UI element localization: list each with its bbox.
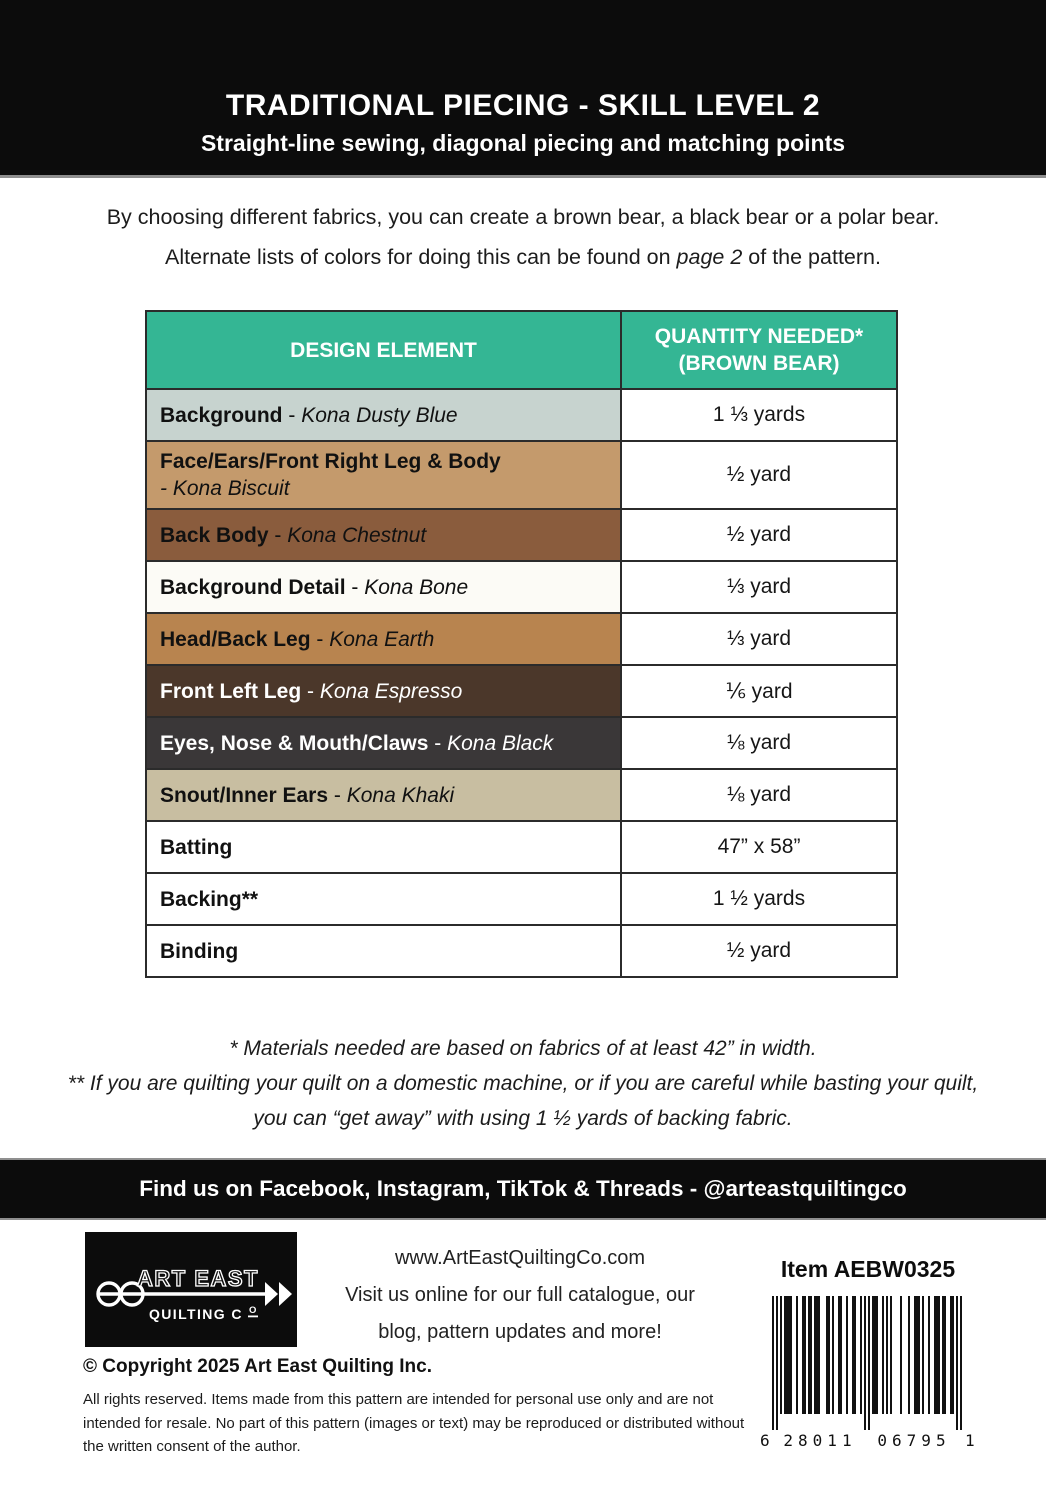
quantity-header-line2: (BROWN BEAR) [678,352,840,375]
separator: - [310,627,330,651]
fabric-name: Kona Earth [329,627,435,651]
social-text: Find us on Facebook, Instagram, TikTok & Threads - @arteastquiltingco [139,1176,907,1201]
fabric-name: Kona Bone [364,575,469,599]
separator: - [282,403,302,427]
table-row [146,613,897,665]
page-subtitle: Straight-line sewing, diagonal piecing and matching points [200,130,846,156]
barcode-bars [760,1296,984,1448]
design-element-cell [146,613,621,665]
intro-after: of the pattern. [742,245,881,269]
quantity-cell: ⅙ yard [621,665,897,717]
quantity-cell: ½ yard [621,925,897,977]
separator: - [268,523,288,547]
copyright-line: © Copyright 2025 Art East Quilting Inc. [83,1356,433,1377]
design-element-name: Face/Ears/Front Right Leg & Body [160,450,501,473]
design-element-cell [146,821,621,873]
logo-text-ordinal-o: O [249,1305,257,1316]
footnote-1: * Materials needed are based on fabrics of at least 42” in width. [229,1037,817,1060]
barcode-digits-first: 6 [760,1431,770,1448]
design-element-cell [146,509,621,561]
design-element-name: Background Detail [160,575,346,599]
quantity-cell: 47” x 58” [621,821,897,873]
design-element-name: Binding [160,939,239,963]
design-element-name: Backing** [160,887,259,911]
design-element-name: Background [160,403,283,427]
column-header-quantity [621,311,897,389]
table-row [146,925,897,977]
footnotes [63,1031,983,1136]
quantity-cell: ⅛ yard [621,717,897,769]
intro-text [73,197,973,277]
table-row [146,821,897,873]
quantity-cell: 1 ½ yards [621,873,897,925]
column-header-design-element: DESIGN ELEMENT [146,311,621,389]
intro-before: By choosing different fabrics, you can create a brown bear, a black bear or a polar bear. Alternate lists of colors for doing this can be found on [106,205,940,269]
quantity-header-line1: QUANTITY NEEDED* [654,325,864,348]
table-row [146,509,897,561]
fabric-name: Kona Khaki [346,783,455,807]
fabric-name: Kona Chestnut [287,523,427,547]
intro-italic: page 2 [676,245,743,269]
design-element-cell [146,873,621,925]
table-row [146,769,897,821]
quantity-cell: ⅛ yard [621,769,897,821]
barcode-digits-left: 28011 [783,1431,857,1448]
header-band [0,0,1046,178]
design-element-cell [146,665,621,717]
logo-text-quilting-co: QUILTING C [149,1306,243,1322]
separator: - [345,575,365,599]
separator: - [428,731,448,755]
legal-text: All rights reserved. Items made from this pattern are intended for personal use only and are not intended for resale. No part of this pattern (images or text) may be reproduced or distributed without the written consent of the author. [83,1391,745,1455]
logo-text-art-east: ART EAST [137,1266,259,1291]
quantity-cell: 1 ⅓ yards [621,389,897,441]
design-element-name: Eyes, Nose & Mouth/Claws [160,731,429,755]
footer-center-text [315,1240,725,1351]
materials-table-body [146,389,897,977]
design-element-cell [146,769,621,821]
design-element-cell [146,389,621,441]
tagline-line-2: blog, pattern updates and more! [378,1321,662,1343]
table-header-row [146,311,897,389]
art-east-logo [85,1232,297,1347]
fabric-name: - Kona Biscuit [160,477,290,500]
table-row [146,561,897,613]
barcode [760,1296,984,1453]
social-banner [0,1158,1046,1220]
materials-table [145,310,898,978]
quantity-cell: ½ yard [621,509,897,561]
barcode-digits-last: 1 [965,1431,975,1448]
table-row [146,389,897,441]
design-element-cell [146,561,621,613]
barcode-digits-right: 06795 [877,1431,951,1448]
fabric-name: Kona Espresso [319,679,463,703]
item-number: Item AEBW0325 [780,1256,956,1282]
design-element-name: Front Left Leg [160,679,302,703]
design-element-cell [146,717,621,769]
quantity-cell: ½ yard [621,441,897,509]
ordinal-underline [248,1316,258,1318]
design-element-name: Batting [160,835,233,859]
footnote-2: ** If you are quilting your quilt on a domestic machine, or if you are careful while basting your quilt, you can “get away” with using 1 ½ yards of backing fabric. [67,1072,979,1130]
quantity-cell: ⅓ yard [621,561,897,613]
design-element-cell [146,441,621,509]
table-row [146,717,897,769]
separator: - [301,679,320,703]
website-url: www.ArtEastQuiltingCo.com [394,1247,646,1269]
design-element-name: Head/Back Leg [160,627,311,651]
fabric-name: Kona Dusty Blue [301,403,458,427]
quantity-cell: ⅓ yard [621,613,897,665]
table-row [146,441,897,509]
separator: - [328,783,347,807]
design-element-name: Snout/Inner Ears [160,783,329,807]
page-title: TRADITIONAL PIECING - SKILL LEVEL 2 [225,89,821,122]
design-element-name: Back Body [160,523,269,547]
fabric-name: Kona Black [447,731,554,755]
table-row [146,665,897,717]
tagline-line-1: Visit us online for our full catalogue, our [345,1284,695,1306]
table-row [146,873,897,925]
design-element-cell [146,925,621,977]
